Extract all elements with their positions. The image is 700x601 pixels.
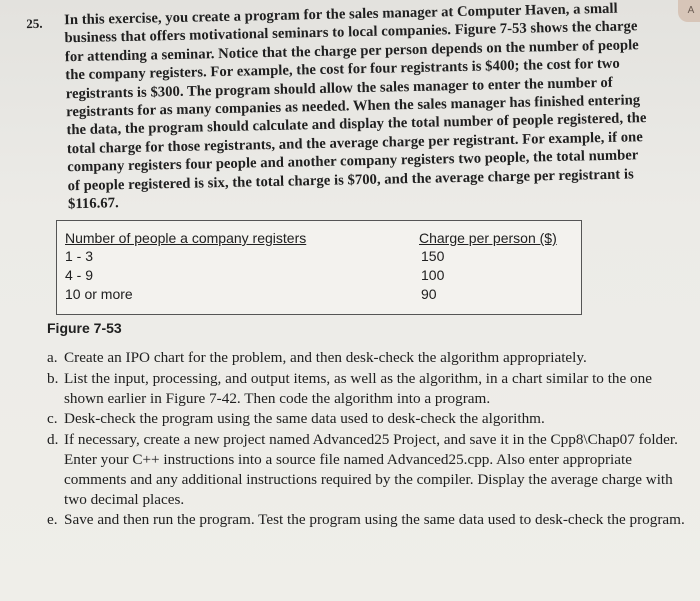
exercise-25 bbox=[26, 0, 654, 214]
registrants-cell: 4 - 9 bbox=[65, 267, 94, 283]
step-text: Save and then run the program. Test the program using the same data used to desk-check the program. bbox=[64, 511, 685, 529]
charge-cell: 100 bbox=[421, 267, 445, 283]
step-letter: a. bbox=[47, 349, 58, 366]
figure-label: Figure 7-53 bbox=[47, 320, 122, 336]
figure-table bbox=[56, 220, 582, 315]
step-letter: d. bbox=[47, 431, 59, 449]
registrants-header: Number of people a company registers bbox=[65, 230, 307, 246]
exercise-steps bbox=[40, 348, 690, 531]
exercise-number: 25. bbox=[26, 15, 43, 32]
step-letter: c. bbox=[47, 410, 58, 428]
charge-header: Charge per person ($) bbox=[419, 230, 557, 246]
step-letter: b. bbox=[47, 369, 59, 387]
exercise-paragraph: In this exercise, you create a program for the sales manager at Computer Haven, a small business that offers motivational seminars to local companies. Figure 7-53 shows the charge for attending a seminar. Notice that the charge per person depends on the number of people the company registers. For example, the cost for four registrants is $400; the cost for two registrants is $300. The program should allow the sales manager to enter the number of registrants for as many companies as needed. When the sales manager has finished entering the data, the program should calculate and display the total number of people registered, the total charge for those registrants, and the average charge per registrant. For example, if one company registers four people and another company registers two people, the total number of people registered is six, the total charge is $700, and the average charge per registrant is $116.67. bbox=[64, 0, 647, 213]
step-d bbox=[40, 430, 690, 509]
charge-column bbox=[419, 230, 557, 304]
step-a bbox=[40, 348, 690, 368]
charge-cell: 90 bbox=[421, 286, 437, 302]
step-b bbox=[40, 369, 690, 409]
registrants-column bbox=[65, 230, 306, 304]
step-text: If necessary, create a new project named Advanced25 Project, and save it in the Cpp8\Chap07 folder. Enter your C++ instructions into a source file named Advanced25.cpp. Also enter appropriate comments and any additional instructions required by the compiler. Display the average charge with two decimal places. bbox=[64, 431, 678, 508]
step-text: List the input, processing, and output items, as well as the algorithm, in a chart similar to the one shown earlier in Figure 7-42. Then code the algorithm into a program. bbox=[64, 369, 652, 407]
registrants-cell: 1 - 3 bbox=[65, 248, 94, 264]
step-text: Create an IPO chart for the problem, and then desk-check the algorithm appropriately. bbox=[64, 349, 587, 366]
corner-tab: A bbox=[678, 0, 700, 22]
step-text: Desk-check the program using the same data used to desk-check the algorithm. bbox=[64, 410, 545, 428]
registrants-cell: 10 or more bbox=[65, 286, 133, 302]
charge-cell: 150 bbox=[421, 248, 445, 264]
step-c bbox=[40, 409, 690, 429]
step-letter: e. bbox=[47, 511, 58, 529]
step-e bbox=[40, 510, 690, 530]
